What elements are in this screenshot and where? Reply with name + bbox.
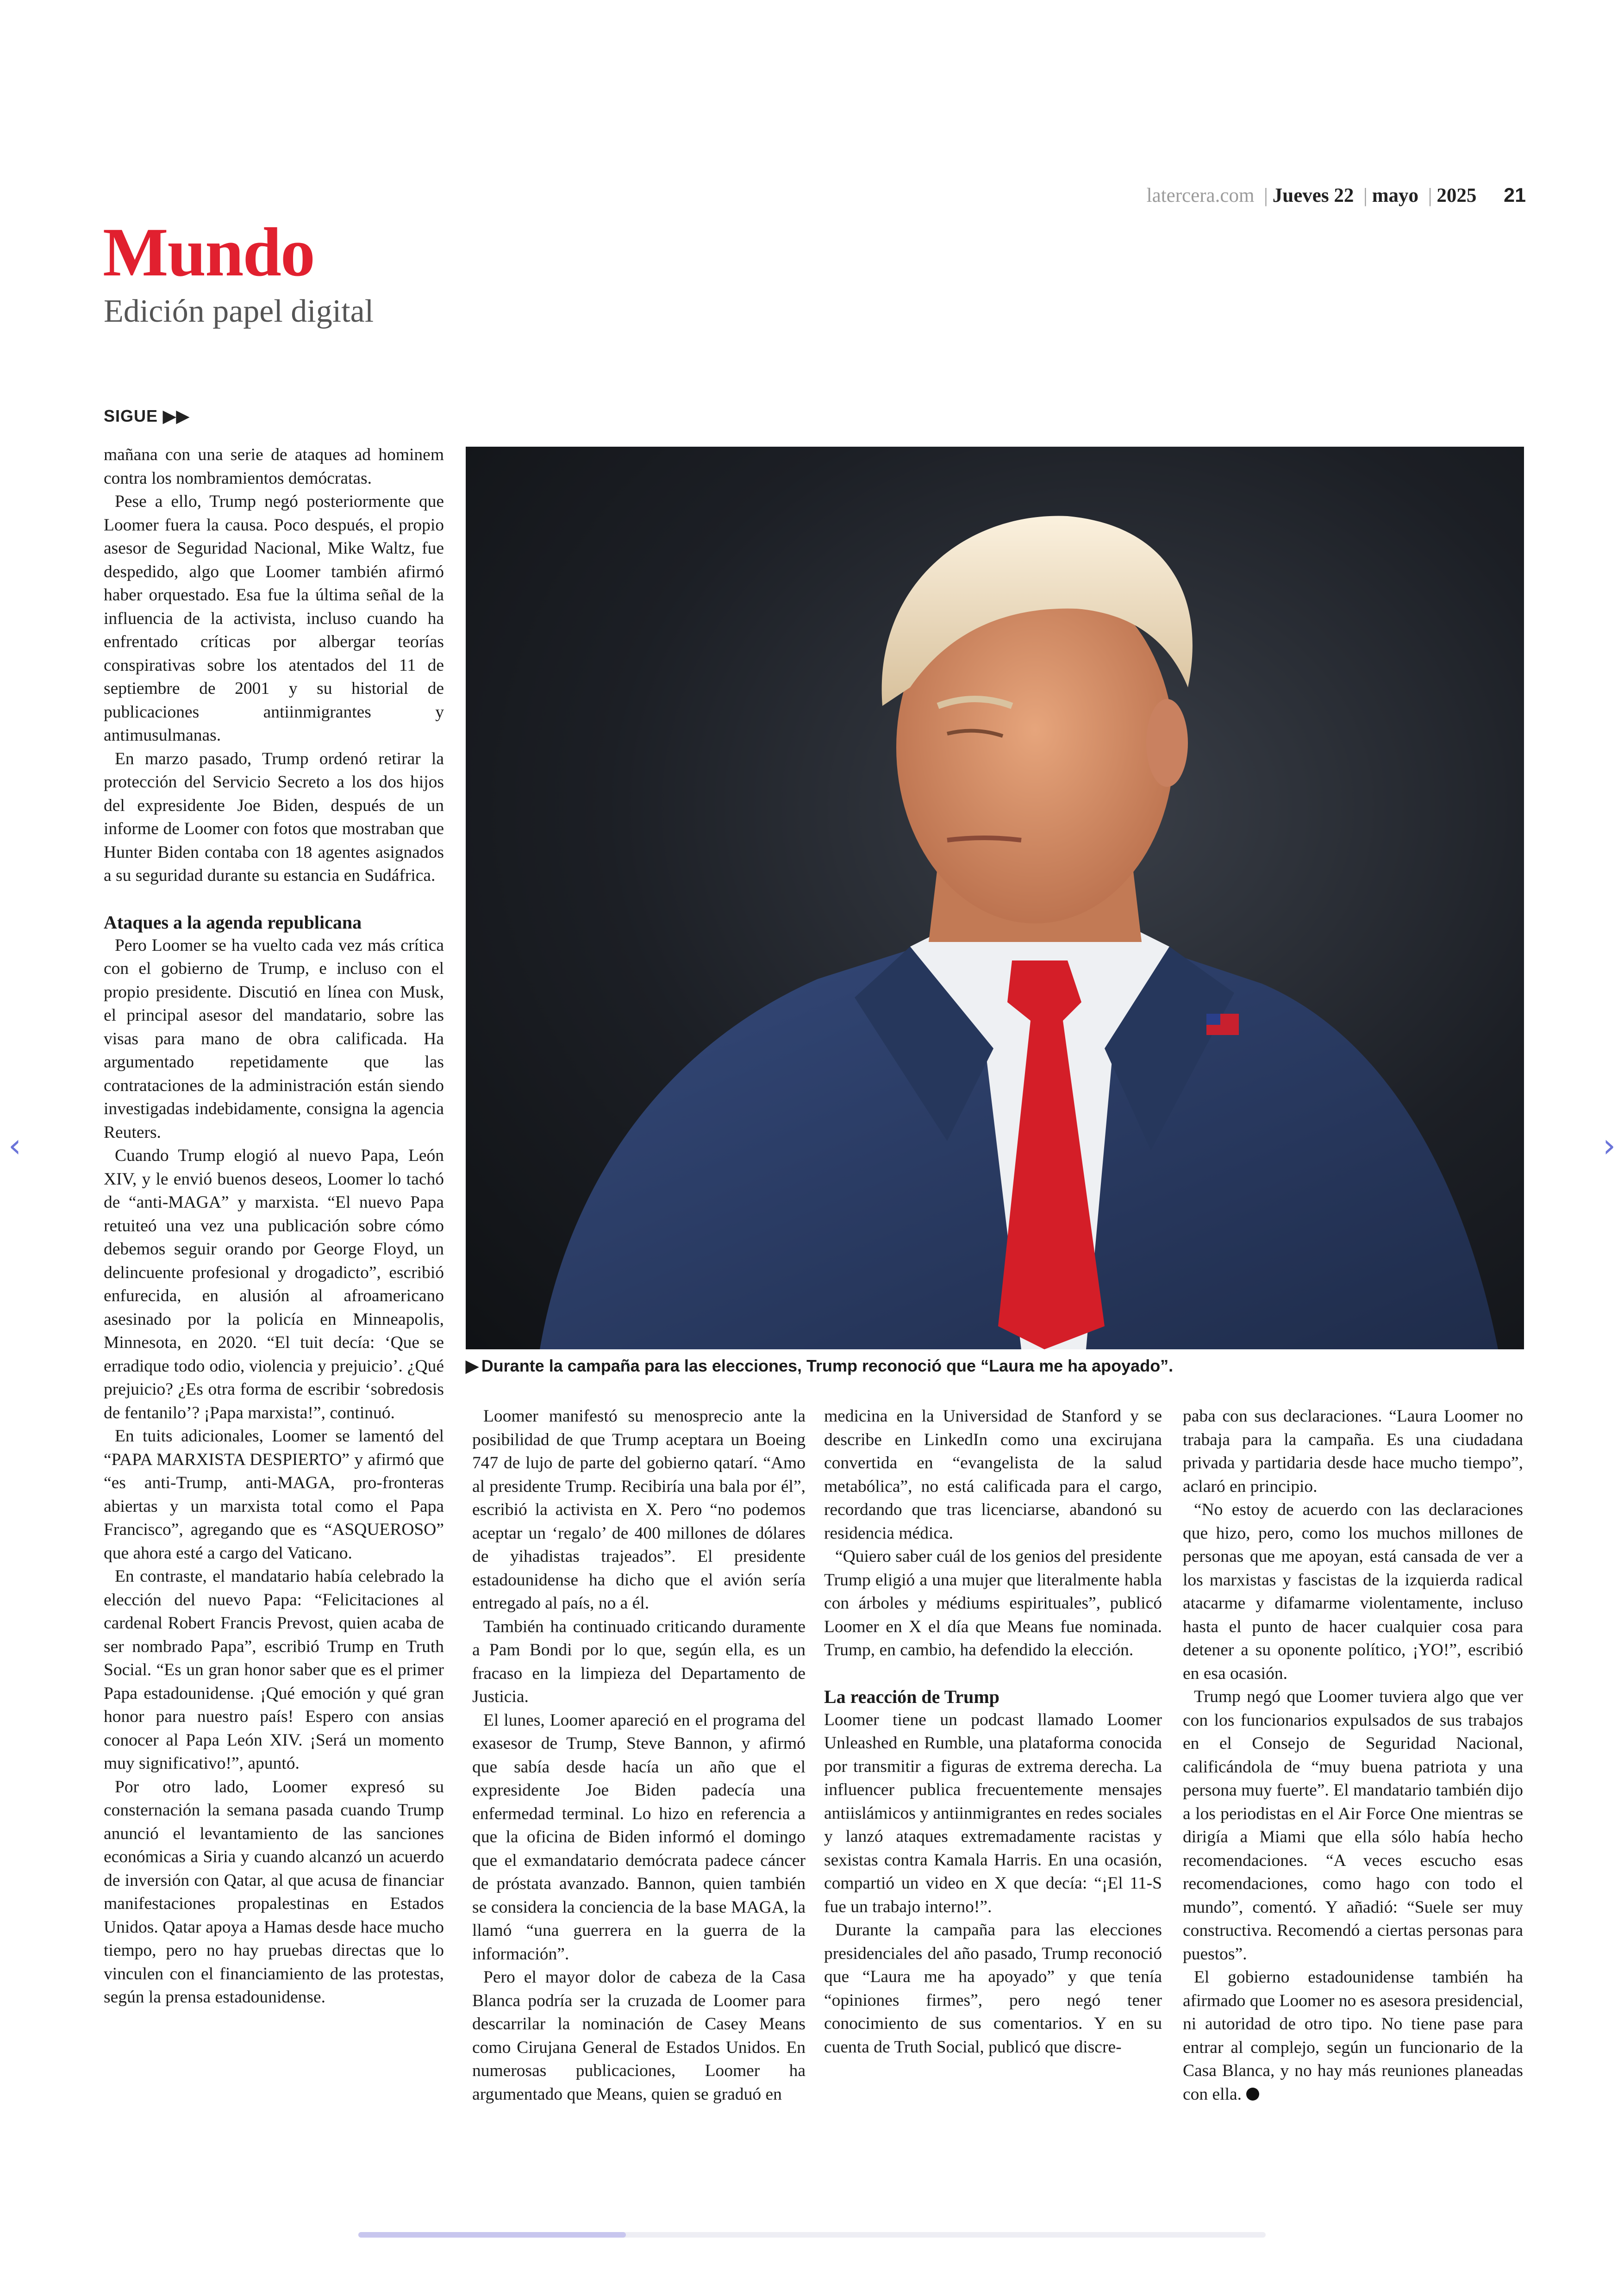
paragraph: mañana con una serie de ataques ad hominem contra los nombramientos demócratas.	[104, 445, 444, 488]
paragraph: Trump negó que Loomer tuviera algo que ver con los funcionarios expulsados de sus trabajos en el Consejo de Seguridad Nacional, calificándola de “muy buena patriota y una persona muy fuerte”. El mandatario también dijo a los periodistas en el Air Force One mientras se dirigía a Miami que ella sólo había hecho recomendaciones. “A veces escucho esas recomendaciones, como hago con todo el mundo”, comentó. Y añadió: “Suele ser muy constructiva. Recomendó a ciertas personas para puestos”.	[1183, 1687, 1523, 1964]
paragraph: En marzo pasado, Trump ordenó retirar la protección del Servicio Secreto a los dos hijos del expresidente Joe Biden, después de un informe de Loomer con fotos que mostraban que Hunter Biden contaba con 18 agentes asignados a su seguridad durante su estancia en Sudáfrica.	[104, 749, 444, 885]
paragraph: Loomer tiene un podcast llamado Loomer Unleashed en Rumble, una plataforma conocida por transmitir a figuras de extrema derecha. La influencer publica frecuentemente mensajes antiislámicos y antiinmigrantes en redes sociales y lanzó ataques extremadamente racistas y sexistas contra Kamala Harris. En una ocasión, compartió un video en X que decía: “¡El 11-S fue un trabajo interno!”.	[824, 1710, 1162, 1916]
paragraph: En contraste, el mandatario había celebrado la elección del nuevo Papa: “Felicitaciones al cardenal Robert Francis Prevost, quien acaba de ser nombrado Papa”, escribió Trump en Truth Social. “Es un gran honor saber que es el primer Papa estadounidense. ¡Qué emoción y qué gran honor para nuestro país! Espero con ansias conocer al Papa León XIV. ¡Será un momento muy significativo!”, apuntó.	[104, 1567, 444, 1773]
caption-text: Durante la campaña para las elecciones, Trump reconoció que “Laura me ha apoyado”.	[481, 1356, 1174, 1375]
section-subtitle: Edición papel digital	[104, 293, 374, 329]
paragraph: “Quiero saber cuál de los genios del presidente Trump eligió a una mujer que literalmente habla con árboles y médiums espirituales”, publicó Loomer en X el día que Means fue nominada. Trump, en cambio, ha defendido la elección.	[824, 1547, 1162, 1659]
page-progress-bar[interactable]	[358, 2232, 1266, 2238]
article-photo	[466, 447, 1524, 1349]
article-column-2	[472, 1405, 806, 2106]
article-column-1	[104, 443, 444, 2009]
issue-header: latercera.com | Jueves 22 | mayo | 2025 21	[1146, 184, 1526, 206]
paragraph: Cuando Trump elogió al nuevo Papa, León XIV, y le envió buenos deseos, Loomer lo tachó de “anti-MAGA” y marxista. “El nuevo Papa retuiteó una vez una publicación sobre cómo debemos seguir orando por George Floyd, un delincuente profesional y drogadicto”, escribió enfurecida, en alusión al afroamericano asesinado por la policía en Minneapolis, Minnesota, en 2020. “El tuit decía: ‘Que se erradique todo odio, violencia y prejuicio’. ¿Qué prejuicio? ¿Es otra forma de escribir ‘sobredosis de fentanilo’? ¡Papa marxista!”, continuó.	[104, 1146, 444, 1422]
issue-day: Jueves 22	[1272, 185, 1354, 206]
section-title: Mundo	[103, 214, 314, 291]
paragraph: En tuits adicionales, Loomer se lamentó del “PAPA MARXISTA DESPIERTO” y afirmó que “es anti-Trump, anti-MAGA, pro-fronteras abiertas y un marxista total como el Papa Francisco”, agregando que es “ASQUEROSO” que ahora esté a cargo del Vaticano.	[104, 1427, 444, 1563]
article-column-3	[824, 1405, 1162, 2059]
issue-month: mayo	[1372, 185, 1419, 206]
caption-marker-icon: ▶	[466, 1356, 479, 1375]
paragraph: Pese a ello, Trump negó posteriormente que Loomer fuera la causa. Poco después, el propio asesor de Seguridad Nacional, Mike Waltz, fue despedido, algo que Loomer también afirmó haber orquestado. Esa fue la última señal de la influencia de la activista, incluso cuando ha enfrentado críticas por albergar teorías conspirativas sobre los atentados del 11 de septiembre de 2001 y su historial de publicaciones antiinmigrantes y antimusulmanas.	[104, 492, 444, 745]
paragraph: Loomer manifestó su menosprecio ante la posibilidad de que Trump aceptara un Boeing 747 de lujo de parte del gobierno qatarí. “Amo al presidente Trump. Recibiría una bala por él”, escribió la activista en X. Pero “no podemos aceptar un ‘regalo’ de 400 millones de dólares de yihadistas trajeados”. El presidente estadounidense ha dicho que el avión sería entregado al país, no a él.	[472, 1407, 806, 1613]
photo-caption	[466, 1356, 1524, 1376]
paragraph: Por otro lado, Loomer expresó su consternación la semana pasada cuando Trump anunció el levantamiento de las sanciones económicas a Siria y cuando alcanzó un acuerdo de inversión con Qatar, al que acusa de financiar manifestaciones propalestinas en Estados Unidos. Qatar apoya a Hamas desde hace mucho tiempo, pero no hay pruebas directas que lo vinculen con el financiamiento de las protestas, según la prensa estadounidense.	[104, 1777, 444, 2007]
portrait-illustration	[466, 447, 1524, 1349]
page-progress-fill	[358, 2232, 626, 2238]
paragraph: medicina en la Universidad de Stanford y se describe en LinkedIn como una excirujana convertida en “evangelista de la salud metabólica”, no está calificada para el cargo, recordando que tras licenciarse, abandonó su residencia médica.	[824, 1407, 1162, 1543]
page-number: 21	[1504, 184, 1526, 206]
chevron-right-icon[interactable]: ›	[1603, 1127, 1616, 1165]
paragraph: También ha continuado criticando duramente a Pam Bondi por lo que, según ella, es un fracaso en la limpieza del Departamento de Justicia.	[472, 1617, 806, 1706]
paragraph: “No estoy de acuerdo con las declaraciones que hizo, pero, como los muchos millones de personas que me apoyan, está cansada de ver a los marxistas y fascistas de la izquierda radical atacarme y difamarme violentamente, incluso hasta el punto de hacer cualquier cosa para detener a su oponente político, ¡YO!”, escribió en esa ocasión.	[1183, 1500, 1523, 1683]
paragraph: Durante la campaña para las elecciones presidenciales del año pasado, Trump reconoció que “Laura me ha apoyado” y que tenía “opiniones firmes”, pero negó tener conocimiento de sus comentarios. Y en su cuenta de Truth Social, publicó que discre-	[824, 1921, 1162, 2057]
subheading: Ataques a la agenda republicana	[104, 911, 362, 933]
paragraph: Pero el mayor dolor de cabeza de la Casa Blanca podría ser la cruzada de Loomer para descarrilar la nominación de Casey Means como Cirujana General de Estados Unidos. En numerosas publicaciones, Loomer ha argumentado que Means, quien se graduó en	[472, 1968, 806, 2104]
continuation-marker: SIGUE ▶▶	[104, 406, 190, 425]
end-of-article-icon	[1246, 2088, 1259, 2101]
paragraph: paba con sus declaraciones. “Laura Loomer no trabaja para la campaña. Es una ciudadana privada y partidaria desde hace mucho tiempo”, aclaró en principio.	[1183, 1407, 1523, 1496]
chevron-left-icon[interactable]: ‹	[8, 1127, 21, 1165]
site-name[interactable]: latercera.com	[1146, 185, 1255, 206]
article-column-4	[1183, 1405, 1523, 2106]
paragraph: El lunes, Loomer apareció en el programa del exasesor de Trump, Steve Bannon, y afirmó que sabía desde hacía un año que el expresidente Joe Biden padecía una enfermedad terminal. Lo hizo en referencia a que la oficina de Biden informó el domingo que el exmandatario demócrata padece cáncer de próstata avanzado. Bannon, quien también se considera la conciencia de la base MAGA, la llamó “una guerrera en la guerra de la información”.	[472, 1710, 806, 1964]
paragraph: Pero Loomer se ha vuelto cada vez más crítica con el gobierno de Trump, e incluso con el propio presidente. Discutió en línea con Musk, el principal asesor del mandatario, sobre las visas para mano de obra calificada. Ha argumentado repetidamente que las contrataciones de la administración están siendo investigadas indebidamente, consigna la agencia Reuters.	[104, 935, 444, 1142]
paragraph	[1183, 1966, 1523, 2106]
subheading: La reacción de Trump	[824, 1686, 999, 1707]
paragraph-text: El gobierno estadounidense también ha afirmado que Loomer no es asesora presidencial, ni autoridad de otro tipo. No tiene pase para entrar al complejo, según un funcionario de la Casa Blanca, y no hay más reuniones planeadas con ella.	[1183, 1968, 1523, 2104]
issue-year: 2025	[1437, 185, 1477, 206]
